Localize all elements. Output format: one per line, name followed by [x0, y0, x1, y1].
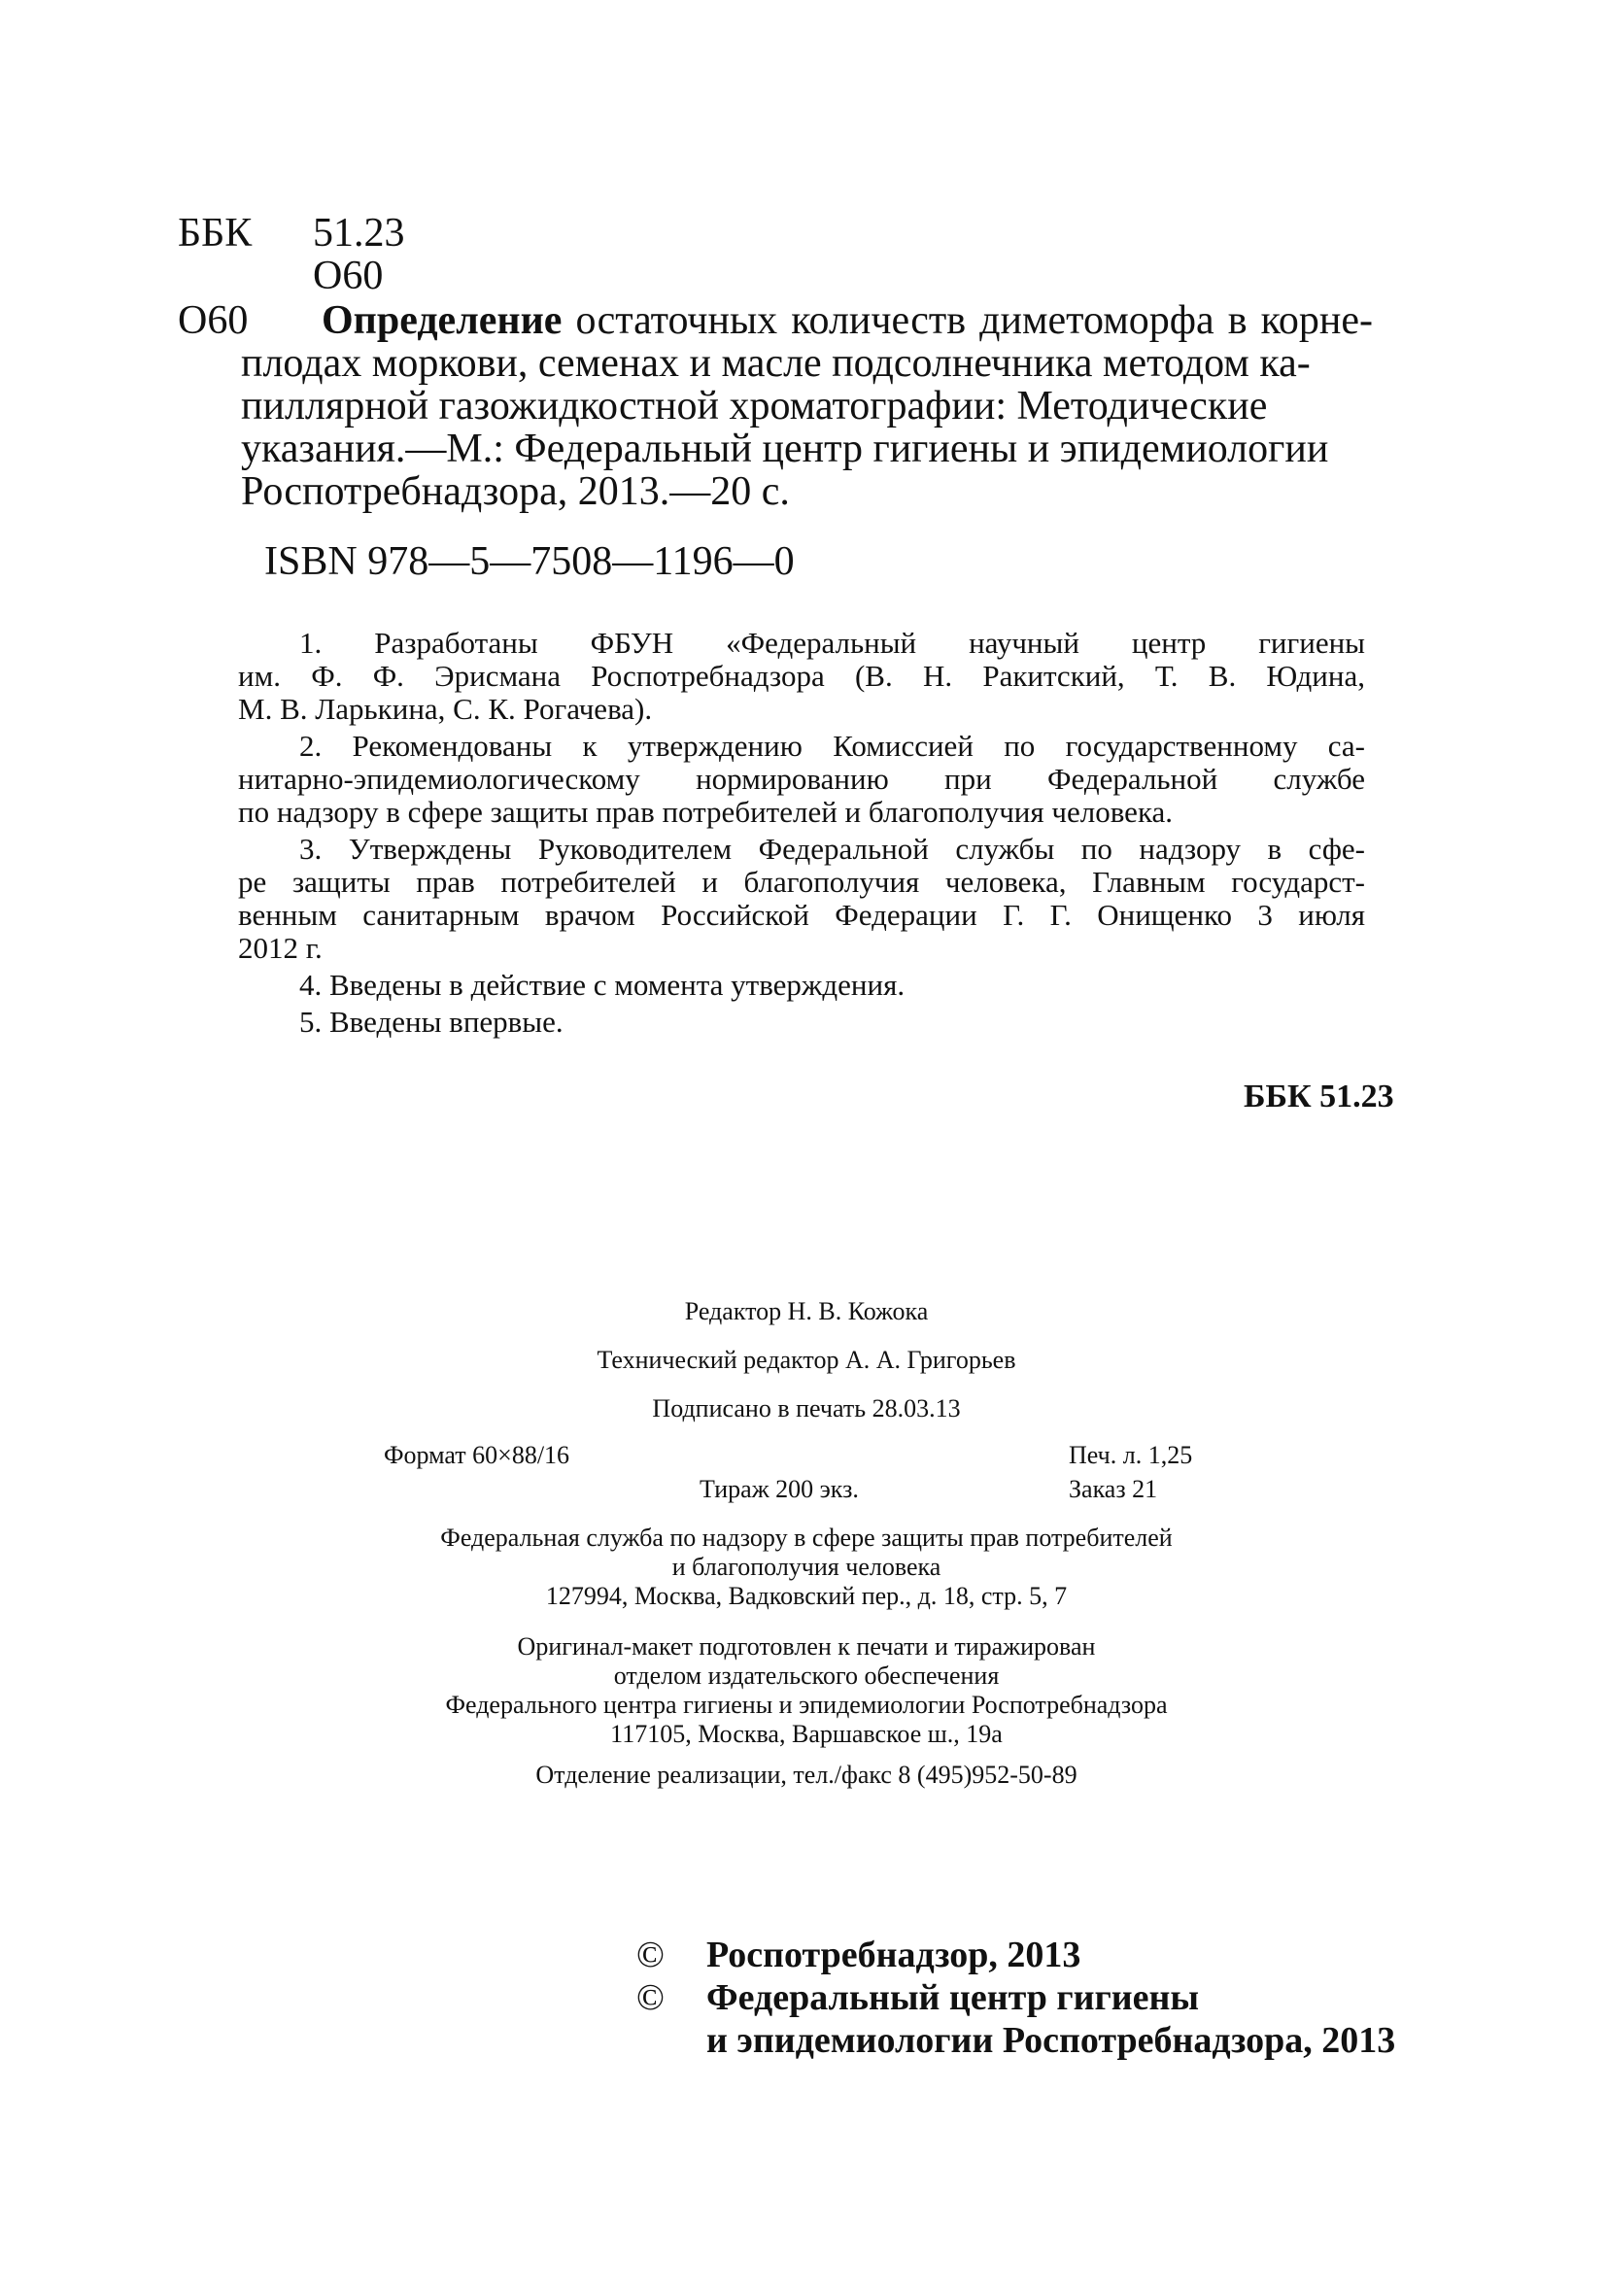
copyright-row-2	[636, 1976, 1395, 2019]
note-line: 5. Введены впервые.	[299, 1005, 564, 1039]
editor-line: Редактор Н. В. Кожока	[684, 1297, 929, 1325]
bbk-code: 51.23	[313, 211, 405, 256]
bbk-label: ББК	[178, 211, 253, 256]
notes-list	[238, 627, 1365, 1043]
bibliographic-entry	[178, 299, 1373, 513]
service-address	[359, 1524, 1253, 1611]
entry-line-1-text: остаточных количеств диметоморфа в корне-	[575, 298, 1373, 343]
entry-body	[241, 342, 1373, 513]
entry-line-2: плодах моркови, семенах и масле подсолнечника методом ка-	[241, 341, 1311, 386]
note-line: 2012 г.	[238, 931, 323, 965]
paper-format: Формат 60×88/16	[384, 1441, 570, 1469]
entry-title-lead: Определение	[322, 298, 563, 343]
note-line: М. В. Ларькина, С. К. Рогачева).	[238, 692, 653, 726]
producer-line: Федерального центра гигиены и эпидемиологии Роспотребнадзора	[445, 1691, 1168, 1719]
print-run: Тираж 200 экз.	[700, 1475, 859, 1503]
copyright-holder-2: Федеральный центр гигиены	[706, 1977, 1200, 2018]
entry-line-3: пиллярной газожидкостной хроматографии: Методические	[241, 384, 1268, 428]
note-item-1	[238, 627, 1365, 726]
copyright-holder-1: Роспотребнадзор, 2013	[706, 1935, 1081, 1975]
copyright-row-1	[636, 1934, 1395, 1976]
note-line: им. Ф. Ф. Эрисмана Роспотребнадзора (В. Н. Ракитский, Т. В. Юдина,	[238, 659, 1365, 693]
producer-line: Оригинал-макет подготовлен к печати и тиражирован	[517, 1632, 1096, 1661]
note-item-3	[238, 833, 1365, 965]
note-line: 3. Утверждены Руководителем Федеральной службы по надзору в сфе-	[299, 832, 1365, 866]
note-line: ре защиты прав потребителей и благополучия человека, Главным государст-	[238, 865, 1365, 899]
copyright-icon: ©	[636, 1935, 665, 1975]
order-number: Заказ 21	[1069, 1475, 1158, 1503]
signed-for-print: Подписано в печать 28.03.13	[652, 1394, 961, 1422]
entry-line-1	[322, 299, 1373, 342]
copyright-row-3	[636, 2019, 1395, 2062]
note-line: по надзору в сфере защиты прав потребителей и благополучия человека.	[238, 795, 1174, 829]
service-line: 127994, Москва, Вадковский пер., д. 18, стр. 5, 7	[545, 1582, 1068, 1610]
layout-producer	[359, 1632, 1253, 1749]
note-line: 4. Введены в действие с момента утверждения.	[299, 968, 906, 1002]
entry-line-5: Роспотребнадзора, 2013.—20 с.	[241, 469, 790, 514]
producer-line: отделом издательского обеспечения	[613, 1662, 1000, 1690]
note-item-2	[238, 730, 1365, 829]
sales-contact: Отделение реализации, тел./факс 8 (495)952-50-89	[535, 1761, 1077, 1789]
copyright-icon: ©	[636, 1977, 665, 2018]
copyright-block	[636, 1934, 1395, 2062]
note-item-4	[238, 969, 1365, 1002]
print-sheets: Печ. л. 1,25	[1069, 1441, 1193, 1469]
note-item-5	[238, 1006, 1365, 1039]
note-line: 1. Разработаны ФБУН «Федеральный научный центр гигиены	[299, 626, 1365, 660]
tech-editor-line: Технический редактор А. А. Григорьев	[597, 1346, 1016, 1374]
entry-text	[322, 299, 1373, 342]
producer-line: 117105, Москва, Варшавское ш., 19а	[610, 1720, 1003, 1748]
isbn: ISBN 978—5—7508—1196—0	[264, 539, 795, 584]
note-line: венным санитарным врачом Российской Федерации Г. Г. Онищенко 3 июля	[238, 898, 1365, 932]
bbk-index-right: ББК 51.23	[1244, 1079, 1394, 1114]
entry-line-4: указания.—М.: Федеральный центр гигиены и эпидемиологии	[241, 427, 1329, 471]
copyright-holder-2-cont: и эпидемиологии Роспотребнадзора, 2013	[706, 2020, 1396, 2061]
note-line: 2. Рекомендованы к утверждению Комиссией по государственному са-	[299, 729, 1365, 763]
service-line: и благополучия человека	[671, 1553, 941, 1581]
note-line: нитарно-эпидемиологическому нормированию при Федеральной службе	[238, 762, 1365, 796]
author-mark: О60	[313, 254, 384, 298]
entry-author-mark: О60	[178, 298, 249, 343]
service-line: Федеральная служба по надзору в сфере защиты прав потребителей	[440, 1524, 1173, 1552]
